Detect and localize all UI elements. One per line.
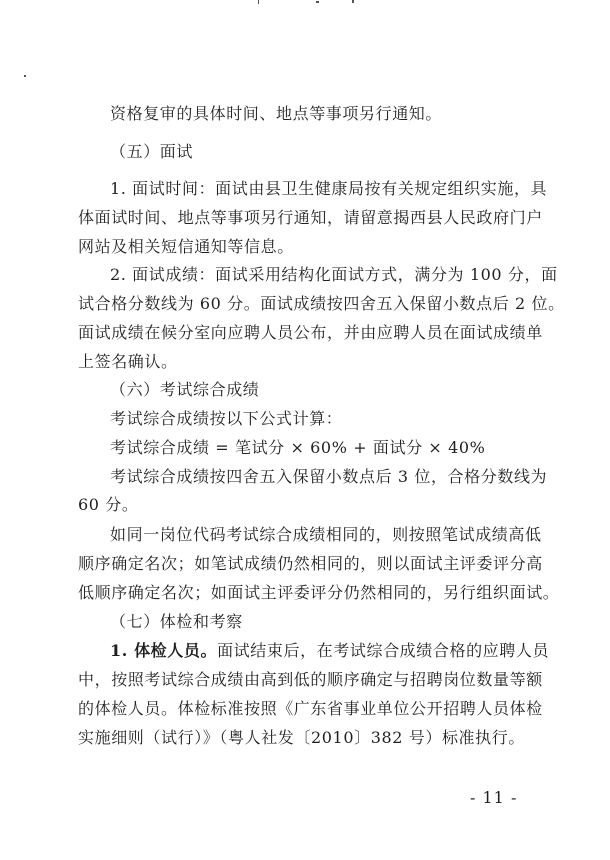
paragraph-line: 考试综合成绩按以下公式计算： — [110, 409, 343, 428]
formula-line: 考试综合成绩 = 笔试分 × 60% + 面试分 × 40% — [110, 438, 486, 457]
paragraph-line: 体面试时间、地点等事项另行通知，请留意揭西县人民政府门户 — [78, 208, 543, 227]
paragraph-line: 如同一岗位代码考试综合成绩相同的，则按照笔试成绩高低 — [110, 525, 542, 544]
paragraph-line: 试合格分数线为 60 分。面试成绩按四舍五入保留小数点后 2 位。 — [78, 294, 565, 313]
paragraph-line: 中，按照考试综合成绩由高到低的顺序确定与招聘岗位数量等额 — [78, 670, 543, 689]
paragraph-line: 1. 面试时间：面试由县卫生健康局按有关规定组织实施，具 — [110, 179, 548, 198]
section-heading: （六）考试综合成绩 — [110, 380, 260, 399]
line-text: 面试结束后，在考试综合成绩合格的应聘人员 — [217, 641, 550, 660]
paragraph-line: 网站及相关短信通知等信息。 — [78, 237, 294, 256]
paragraph-line: 实施细则（试行）》（粤人社发〔2010〕382 号）标准执行。 — [78, 728, 525, 747]
paragraph-line: 60 分。 — [78, 495, 139, 514]
section-heading: （五）面试 — [110, 142, 194, 161]
scan-mark — [352, 0, 354, 3]
paragraph-line: 低顺序确定名次；如面试主评委评分仍然相同的，另行组织面试。 — [78, 583, 560, 602]
section-heading: （七）体检和考察 — [110, 612, 243, 631]
paragraph-line: 的体检人员。体检标准按照《广东省事业单位公开招聘人员体检 — [78, 699, 543, 718]
paragraph-line: 资格复审的具体时间、地点等事项另行通知。 — [110, 104, 443, 123]
paragraph-line: 上签名确认。 — [78, 352, 178, 371]
paragraph-line — [110, 641, 549, 661]
scan-mark — [316, 1, 319, 3]
paragraph-line: 2. 面试成绩：面试采用结构化面试方式，满分为 100 分，面 — [110, 265, 558, 284]
scan-mark — [24, 75, 26, 77]
paragraph-line: 顺序确定名次；如笔试成绩仍然相同的，则以面试主评委评分高 — [78, 554, 543, 573]
paragraph-line: 考试综合成绩按四舍五入保留小数点后 3 位，合格分数线为 — [110, 467, 548, 486]
page-number: - 11 - — [470, 788, 518, 807]
bold-lead: 1. 体检人员。 — [110, 641, 218, 660]
scan-mark — [258, 0, 259, 4]
paragraph-line: 面试成绩在候分室向应聘人员公布，并由应聘人员在面试成绩单 — [78, 323, 543, 342]
